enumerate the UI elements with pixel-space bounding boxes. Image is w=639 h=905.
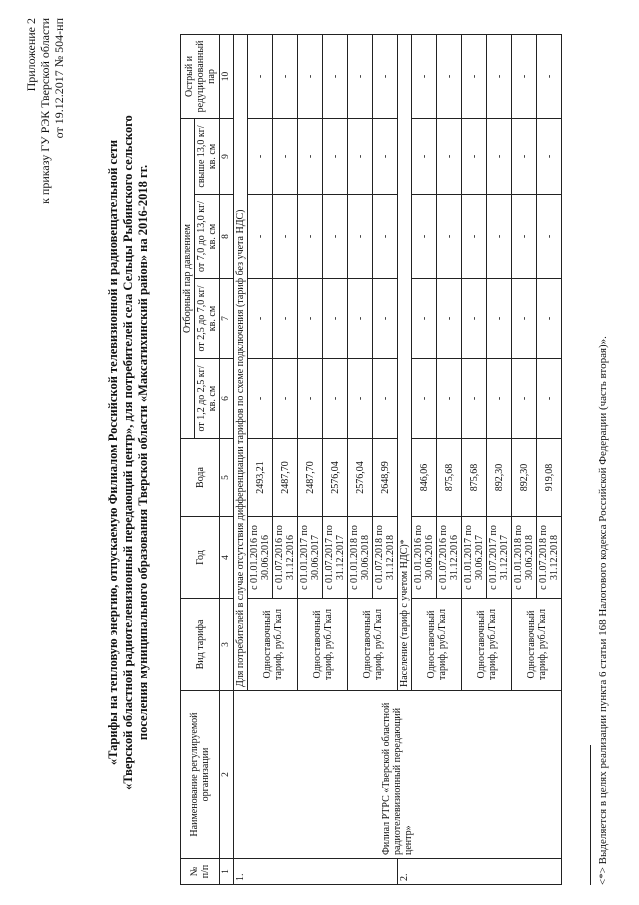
dash-cell: - [537, 34, 562, 118]
col-type-header: Вид тарифа [181, 599, 220, 691]
dash-cell: - [512, 359, 537, 439]
dash-cell: - [373, 195, 398, 279]
dash-cell: - [437, 195, 462, 279]
dash-cell: - [373, 279, 398, 359]
col-p2-header: от 2,5 до 7,0 кг/кв. см [195, 279, 220, 359]
section-label: Население (тариф с учетом НДС)* [398, 34, 412, 690]
dash-cell: - [348, 195, 373, 279]
column-index-row [220, 34, 234, 884]
document-page [10, 10, 630, 895]
period-cell: с 01.01.2016 по 30.06.2016 [412, 517, 437, 599]
tariff-table [180, 34, 562, 885]
dash-cell: - [298, 195, 323, 279]
water-value: 2487,70 [273, 439, 298, 517]
period-cell: с 01.01.2017 по 30.06.2017 [462, 517, 487, 599]
dash-cell: - [437, 279, 462, 359]
footnote-divider [590, 745, 591, 885]
water-value: 919,08 [537, 439, 562, 517]
water-value: 892,30 [512, 439, 537, 517]
dash-cell: - [462, 195, 487, 279]
dash-cell: - [273, 195, 298, 279]
dash-cell: - [537, 118, 562, 194]
dash-cell: - [437, 359, 462, 439]
dash-cell: - [512, 34, 537, 118]
appendix-line-3: от 19.12.2017 № 504-нп [52, 18, 66, 139]
footnote: <*> Выделяется в целях реализации пункта 6 статьи 168 Налогового кодекса Российской Федерации (часть вторая)». [597, 336, 609, 885]
dash-cell: - [537, 279, 562, 359]
dash-cell: - [487, 34, 512, 118]
dash-cell: - [462, 118, 487, 194]
dash-cell: - [273, 34, 298, 118]
appendix-line-1: Приложение 2 [24, 18, 38, 92]
document-title: «Тарифы на тепловую энергию, отпускаемую Филиалом Российской телевизионной и радиовещательной сети «Тверской областной радиотелевизионный передающий центр», для потребителей села Сельцы Рыбинского сельского поселения муниципального образования Тверской области «Максатихинский район» на 2016-2018 гг. [106, 115, 150, 790]
col-steam-group-header: Отборный пар давлением [181, 118, 195, 438]
period-cell: с 01.07.2017 по 31.12.2017 [323, 517, 348, 599]
dash-cell: - [512, 195, 537, 279]
section-row [234, 34, 248, 884]
period-cell: с 01.01.2017 по 30.06.2017 [298, 517, 323, 599]
col-index: 2 [220, 691, 234, 859]
dash-cell: - [248, 195, 273, 279]
dash-cell: - [487, 118, 512, 194]
dash-cell: - [487, 359, 512, 439]
period-cell: с 01.07.2018 по 31.12.2018 [537, 517, 562, 599]
dash-cell: - [273, 359, 298, 439]
dash-cell: - [323, 34, 348, 118]
period-cell: с 01.07.2016 по 31.12.2016 [273, 517, 298, 599]
dash-cell: - [248, 279, 273, 359]
section-label: Для потребителей в случае отсутствия дифференциации тарифов по схеме подключения (тариф без учета НДС) [234, 34, 248, 690]
dash-cell: - [412, 195, 437, 279]
dash-cell: - [437, 118, 462, 194]
appendix-note [24, 18, 66, 204]
tariff-type-cell: Одноставочный тариф, руб./Гкал [298, 599, 348, 691]
dash-cell: - [462, 279, 487, 359]
col-year-header: Год [181, 517, 220, 599]
tariff-type-cell: Одноставочный тариф, руб./Гкал [412, 599, 462, 691]
dash-cell: - [323, 279, 348, 359]
col-index: 1 [220, 859, 234, 885]
dash-cell: - [512, 279, 537, 359]
col-p3-header: от 7,0 до 13,0 кг/кв. см [195, 195, 220, 279]
dash-cell: - [298, 279, 323, 359]
col-p4-header: свыше 13,0 кг/кв. см [195, 118, 220, 194]
dash-cell: - [487, 279, 512, 359]
dash-cell: - [348, 34, 373, 118]
dash-cell: - [537, 359, 562, 439]
dash-cell: - [462, 34, 487, 118]
water-value: 2493,21 [248, 439, 273, 517]
period-cell: с 01.01.2018 по 30.06.2018 [348, 517, 373, 599]
dash-cell: - [248, 359, 273, 439]
section-number: 2. [398, 859, 562, 885]
col-index: 8 [220, 195, 234, 279]
dash-cell: - [412, 279, 437, 359]
dash-cell: - [298, 118, 323, 194]
col-index: 3 [220, 599, 234, 691]
water-value: 2576,04 [348, 439, 373, 517]
water-value: 846,06 [412, 439, 437, 517]
col-index: 7 [220, 279, 234, 359]
dash-cell: - [348, 359, 373, 439]
dash-cell: - [373, 359, 398, 439]
col-sharp-steam-header: Острый и редуцированный пар [181, 34, 220, 118]
dash-cell: - [412, 359, 437, 439]
dash-cell: - [348, 279, 373, 359]
appendix-line-2: к приказу ГУ РЭК Тверской области [38, 18, 52, 204]
tariff-type-cell: Одноставочный тариф, руб./Гкал [248, 599, 298, 691]
dash-cell: - [298, 34, 323, 118]
water-value: 2487,70 [298, 439, 323, 517]
section-number: 1. [234, 859, 398, 885]
col-index: 4 [220, 517, 234, 599]
col-index: 10 [220, 34, 234, 118]
dash-cell: - [537, 195, 562, 279]
water-value: 875,68 [462, 439, 487, 517]
dash-cell: - [412, 118, 437, 194]
period-cell: с 01.07.2017 по 31.12.2017 [487, 517, 512, 599]
water-value: 2576,04 [323, 439, 348, 517]
water-value: 875,68 [437, 439, 462, 517]
dash-cell: - [373, 34, 398, 118]
period-cell: с 01.07.2016 по 31.12.2016 [437, 517, 462, 599]
dash-cell: - [487, 195, 512, 279]
col-index: 5 [220, 439, 234, 517]
org-name-cell: Филиал РТРС «Тверской областной радиотелевизионный передающий центр» [234, 691, 562, 859]
tariff-type-cell: Одноставочный тариф, руб./Гкал [348, 599, 398, 691]
col-index: 9 [220, 118, 234, 194]
col-water-header: Вода [181, 439, 220, 517]
dash-cell: - [323, 118, 348, 194]
dash-cell: - [273, 279, 298, 359]
dash-cell: - [462, 359, 487, 439]
dash-cell: - [373, 118, 398, 194]
dash-cell: - [248, 118, 273, 194]
col-p1-header: от 1,2 до 2,5 кг/кв. см [195, 359, 220, 439]
dash-cell: - [323, 359, 348, 439]
tariff-type-cell: Одноставочный тариф, руб./Гкал [462, 599, 512, 691]
dash-cell: - [273, 118, 298, 194]
tariff-type-cell: Одноставочный тариф, руб./Гкал [512, 599, 562, 691]
dash-cell: - [298, 359, 323, 439]
col-num-header: № п/п [181, 859, 220, 885]
water-value: 892,30 [487, 439, 512, 517]
period-cell: с 01.01.2016 по 30.06.2016 [248, 517, 273, 599]
col-org-header: Наименование регулируемой организации [181, 691, 220, 859]
water-value: 2648,99 [373, 439, 398, 517]
dash-cell: - [323, 195, 348, 279]
dash-cell: - [437, 34, 462, 118]
period-cell: с 01.07.2018 по 31.12.2018 [373, 517, 398, 599]
header-row [181, 34, 195, 884]
period-cell: с 01.01.2018 по 30.06.2018 [512, 517, 537, 599]
dash-cell: - [512, 118, 537, 194]
dash-cell: - [248, 34, 273, 118]
col-index: 6 [220, 359, 234, 439]
dash-cell: - [348, 118, 373, 194]
dash-cell: - [412, 34, 437, 118]
